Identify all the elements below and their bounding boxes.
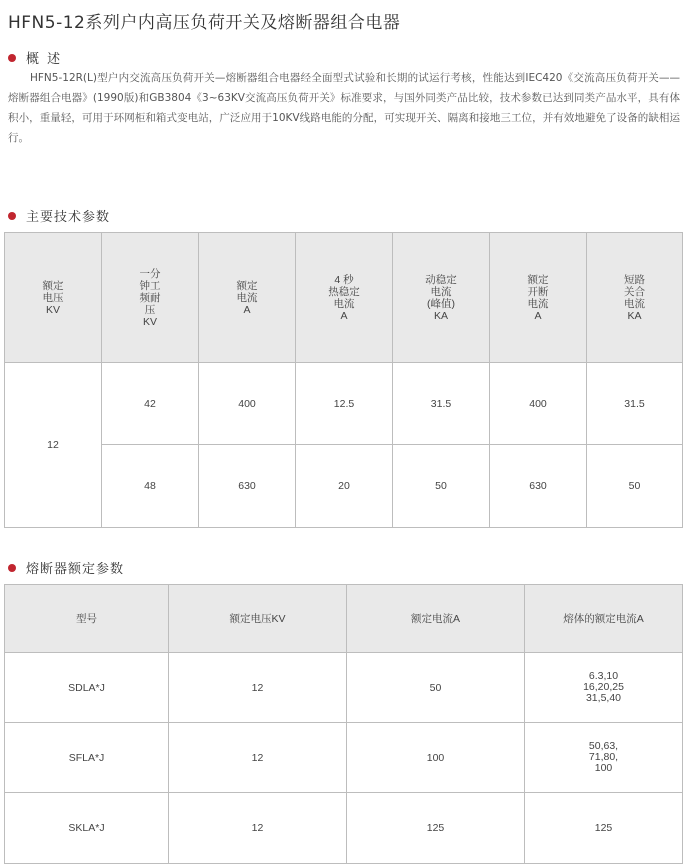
header-line: 电流 — [527, 297, 549, 310]
header-rated-voltage: 额定电压KV — [169, 585, 347, 653]
header-line: 电流 — [333, 297, 355, 310]
header-line: 电流 — [624, 297, 645, 310]
tech-params-table — [4, 232, 683, 528]
fuse-current-cell: 50 — [347, 653, 525, 723]
page-title: HFN5-12系列户内高压负荷开关及熔断器组合电器 — [8, 13, 401, 33]
header-line: 电流 — [430, 285, 452, 298]
table-header-cell — [393, 233, 490, 363]
header-line: 短路 — [624, 273, 645, 286]
header-line: 额定 — [42, 279, 64, 292]
header-line: 频耐 — [139, 291, 161, 304]
table-cell: 50 — [587, 445, 683, 528]
table-header-cell — [490, 233, 587, 363]
fuse-value-line: 6.3,10 — [588, 670, 619, 682]
table-cell: 12.5 — [296, 363, 393, 445]
header-line: KA — [627, 309, 642, 322]
fuse-element-current-cell — [525, 723, 683, 793]
header-line: 开断 — [527, 285, 549, 298]
table-header-cell — [102, 233, 199, 363]
header-line: 压 — [144, 303, 156, 316]
header-line: KV — [142, 315, 157, 328]
fuse-voltage-cell: 12 — [169, 793, 347, 864]
header-rated-current: 额定电流A — [347, 585, 525, 653]
header-model: 型号 — [5, 585, 169, 653]
header-line: 热稳定 — [328, 285, 360, 298]
table-cell: 630 — [199, 445, 296, 528]
bullet-icon — [8, 54, 16, 62]
fuse-header-row — [5, 585, 683, 653]
fuse-voltage-cell: 12 — [169, 723, 347, 793]
overview-paragraph: HFN5-12R(L)型户内交流高压负荷开关—熔断器组合电器经全面型式试验和长期的试运行考核，性能达到IEC420《交流高压负荷开关——熔断器组合电器》(1990版)和GB3804《3~63KV交流高压负荷开关》标准要求，与国外同类产品比较，技术参数已达到同类产品水平，具有体积小，重量轻，可用于环网柜和箱式变电站，广泛应用于10KV线路电能的分配，可实现开关、隔离和接地三工位，并有效地避免了设备的缺相运行。 — [8, 72, 680, 144]
header-fuse-rated-current: 熔体的额定电流A — [525, 585, 683, 653]
table-cell: 31.5 — [587, 363, 683, 445]
header-line: A — [534, 309, 542, 322]
header-line: KV — [45, 303, 60, 316]
table-row — [5, 723, 683, 793]
table-row — [5, 445, 683, 528]
header-line: 4 秒 — [334, 273, 354, 286]
rated-voltage-cell: 12 — [5, 363, 102, 528]
table-row — [5, 793, 683, 864]
header-line: A — [340, 309, 348, 322]
fuse-current-cell: 100 — [347, 723, 525, 793]
overview-heading — [8, 48, 62, 67]
fuse-value-line: 31,5,40 — [585, 692, 622, 704]
header-line: 额定 — [236, 279, 258, 292]
table-cell: 42 — [102, 363, 199, 445]
tech-params-heading-label: 主要技术参数 — [26, 210, 111, 225]
fuse-params-heading-label: 熔断器额定参数 — [26, 562, 125, 577]
table-cell: 50 — [393, 445, 490, 528]
fuse-params-heading — [8, 558, 124, 577]
fuse-current-cell: 125 — [347, 793, 525, 864]
table-cell: 20 — [296, 445, 393, 528]
header-line: (峰值) — [427, 297, 455, 310]
header-line: 动稳定 — [425, 273, 457, 286]
table-header-cell — [5, 233, 102, 363]
header-line: A — [243, 303, 251, 316]
overview-heading-label: 概 述 — [26, 52, 63, 67]
fuse-model-cell: SDLA*J — [5, 653, 169, 723]
header-line: 一分 — [139, 267, 161, 280]
table-cell: 31.5 — [393, 363, 490, 445]
header-line: 额定 — [527, 273, 549, 286]
fuse-voltage-cell: 12 — [169, 653, 347, 723]
table-row — [5, 363, 683, 445]
bullet-icon — [8, 212, 16, 220]
fuse-params-table — [4, 584, 683, 864]
table-cell: 400 — [490, 363, 587, 445]
table-header-cell — [296, 233, 393, 363]
fuse-model-cell: SFLA*J — [5, 723, 169, 793]
tech-params-heading — [8, 206, 110, 225]
table-cell: 630 — [490, 445, 587, 528]
table-header-cell — [199, 233, 296, 363]
header-line: 钟工 — [139, 279, 161, 292]
tech-params-header-row — [5, 233, 683, 363]
fuse-value-line: 125 — [594, 821, 613, 834]
header-line: KA — [433, 309, 448, 322]
fuse-value-line: 50,63, — [588, 740, 619, 752]
fuse-model-cell: SKLA*J — [5, 793, 169, 864]
fuse-element-current-cell — [525, 653, 683, 723]
header-line: 电压 — [42, 291, 64, 304]
table-row — [5, 653, 683, 723]
fuse-element-current-cell — [525, 793, 683, 864]
table-cell: 48 — [102, 445, 199, 528]
header-line: 电流 — [236, 291, 258, 304]
table-cell: 400 — [199, 363, 296, 445]
fuse-value-line: 71,80, — [588, 751, 619, 763]
fuse-value-line: 16,20,25 — [583, 681, 624, 693]
table-header-cell — [587, 233, 683, 363]
bullet-icon — [8, 564, 16, 572]
header-line: 关合 — [624, 285, 645, 298]
fuse-value-line: 100 — [594, 762, 613, 774]
